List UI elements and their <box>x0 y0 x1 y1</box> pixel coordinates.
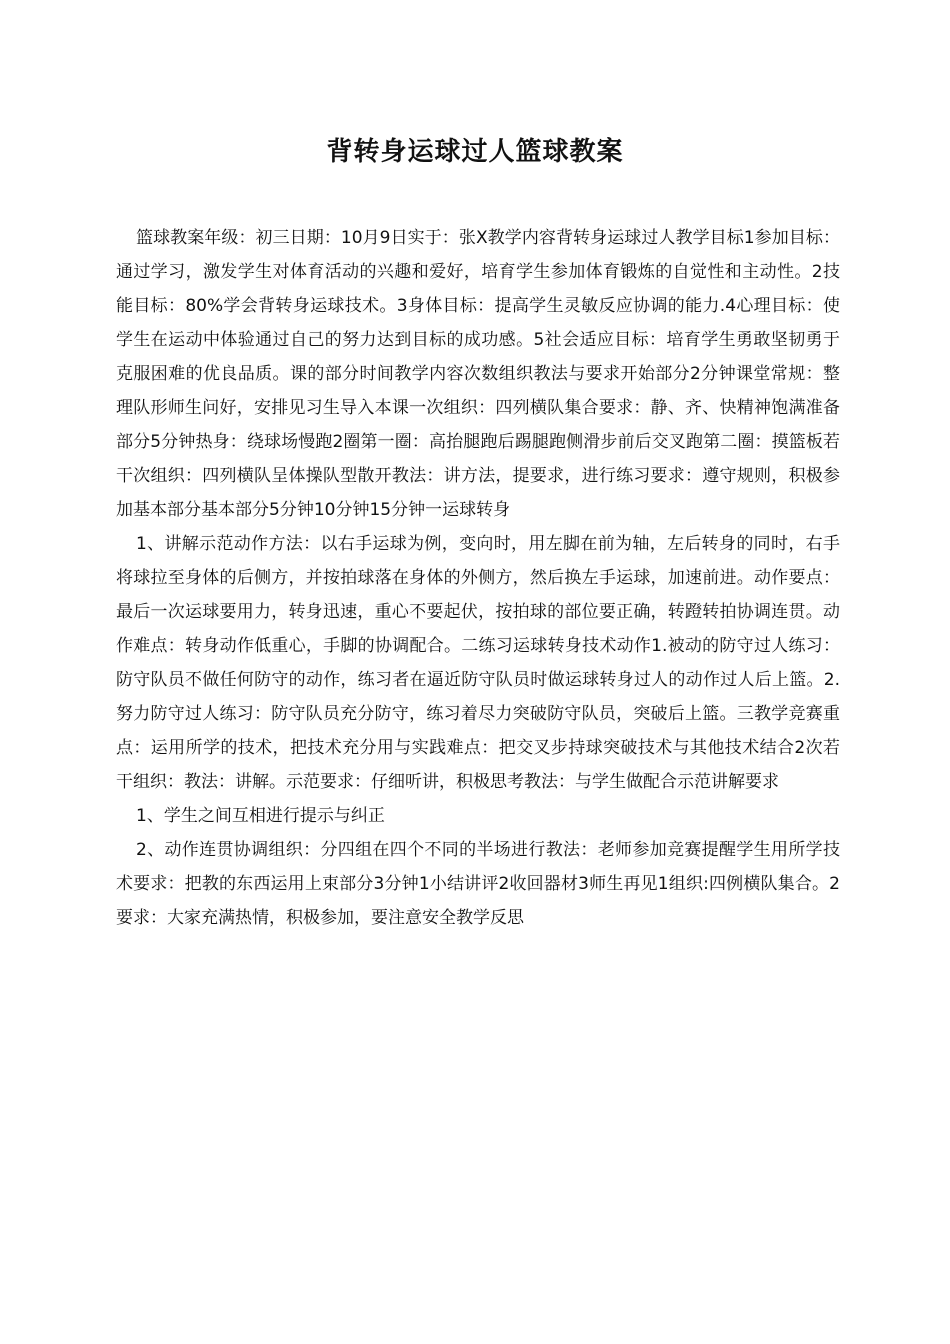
paragraph-coordination: 2、动作连贯协调组织：分四组在四个不同的半场进行教法：老师参加竞赛提醒学生用所学技术要求：把教的东西运用上束部分3分钟1小结讲评2收回器材3师生再见1组织:四例横队集合。2要求：大家充满热情，积极参加，要注意安全教学反思 <box>116 840 840 928</box>
paragraph-demonstration: 1、讲解示范动作方法：以右手运球为例，变向时，用左脚在前为轴，左后转身的同时，右手将球拉至身体的后侧方，并按拍球落在身体的外侧方，然后换左手运球，加速前进。动作要点：最后一次运球要用力，转身迅速，重心不要起伏，按拍球的部位要正确，转蹬转拍协调连贯。动作难点：转身动作低重心，手脚的协调配合。二练习运球转身技术动作1.被动的防守过人练习：防守队员不做任何防守的动作，练习者在逼近防守队员时做运球转身过人的动作过人后上篮。2.努力防守过人练习：防守队员充分防守，练习着尽力突破防守队员，突破后上篮。三教学竞赛重点：运用所学的技术，把技术充分用与实践难点：把交叉步持球突破技术与其他技术结合2次若干组织：教法：讲解。示范要求：仔细听讲，积极思考教法：与学生做配合示范讲解要求 <box>116 534 840 792</box>
paragraph-peer-correction: 1、学生之间互相进行提示与纠正 <box>136 806 385 826</box>
document-title: 背转身运球过人篮球教案 <box>326 137 624 167</box>
paragraph-lesson-overview: 篮球教案年级：初三日期：10月9日实于：张X教学内容背转身运球过人教学目标1参加目标：通过学习，激发学生对体育活动的兴趣和爱好，培育学生参加体育锻炼的自觉性和主动性。2技能目标：80%学会背转身运球技术。3身体目标：提高学生灵敏反应协调的能力.4心理目标：使学生在运动中体验通过自己的努力达到目标的成功感。5社会适应目标：培育学生勇敢坚韧勇于克服困难的优良品质。课的部分时间教学内容次数组织教法与要求开始部分2分钟课堂常规：整理队形师生问好，安排见习生导入本课一次组织：四列横队集合要求：静、齐、快精神饱满准备部分5分钟热身：绕球场慢跑2圈第一圈：高抬腿跑后踢腿跑侧滑步前后交叉跑第二圈：摸篮板若干次组织：四列横队呈体操队型散开教法：讲方法，提要求，进行练习要求：遵守规则，积极参加基本部分基本部分5分钟10分钟15分钟一运球转身 <box>116 228 840 520</box>
document-body <box>116 221 840 935</box>
